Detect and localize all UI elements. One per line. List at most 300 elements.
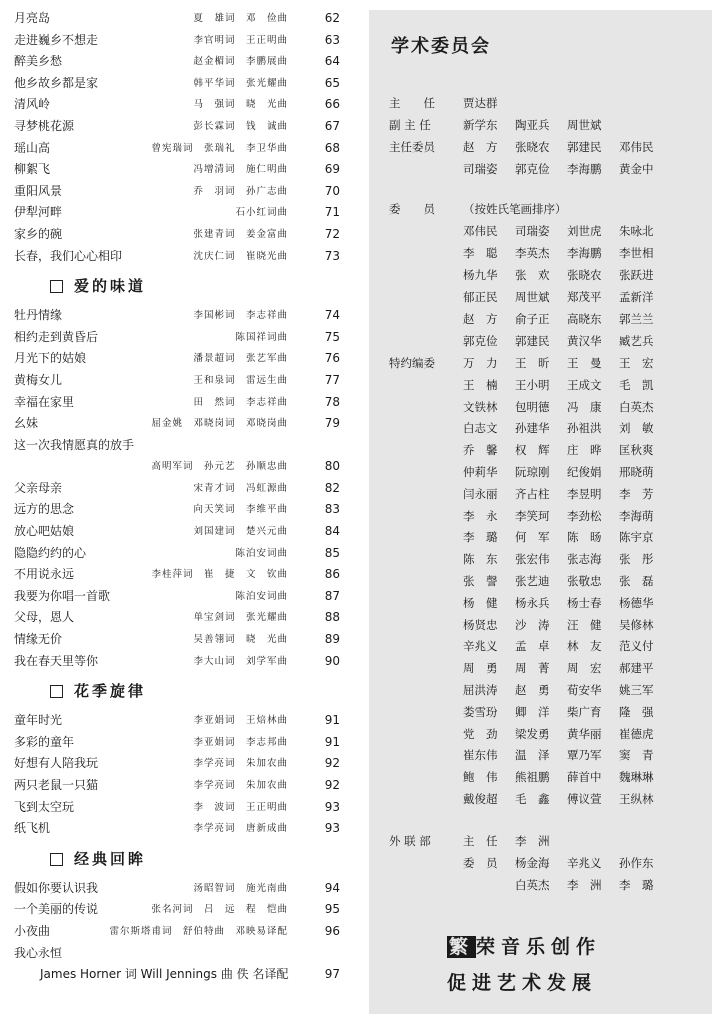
role-label: 主 任 [389, 96, 435, 110]
toc-entry [10, 521, 340, 543]
member-name: 孙祖洪 [567, 421, 602, 436]
member-name: 张晓农 [515, 140, 550, 154]
member-row [369, 852, 712, 874]
member-name: 郭克俭 [463, 334, 498, 348]
entry-credits: 张名河词 吕 远 程 恺曲 [151, 904, 288, 916]
entry-title: 清风岭 [14, 97, 51, 112]
entry-page: 76 [324, 351, 340, 366]
entry-credits: 刘国建词 楚兴元曲 [193, 526, 288, 538]
member-name: 李海萌 [619, 508, 654, 523]
member-row [369, 526, 712, 548]
entry-credits: 李学亮词 朱加农曲 [193, 758, 288, 770]
entry-title: 父母，恩人 [14, 610, 75, 625]
toc-entry [10, 94, 340, 116]
member-name: 俞子正 [515, 312, 550, 326]
member-name: 李 聪 [463, 246, 498, 260]
member-row [369, 505, 712, 527]
member-name: 纪俊娟 [567, 465, 602, 479]
entry-title: 幺妹 [14, 416, 39, 431]
slogan-line-2: 促进艺术发展 [447, 972, 598, 994]
member-name: 李海鹏 [567, 246, 602, 260]
section-heading [10, 840, 340, 878]
entry-credits: 夏 雄词 邓 俭曲 [193, 13, 288, 24]
member-name: 辛兆义 [463, 639, 498, 654]
member-name: 杨 健 [463, 595, 498, 610]
member-name: 汪 健 [567, 617, 602, 632]
member-name: 阮琼刚 [515, 465, 550, 479]
member-name: 孟新洋 [619, 290, 654, 304]
toc-entry [10, 964, 340, 986]
member-name: 李 璐 [619, 877, 654, 892]
member-name: 周 勇 [463, 661, 498, 676]
member-name: 邓伟民 [619, 140, 654, 154]
member-name: 林 友 [567, 639, 602, 654]
entry-page: 72 [324, 226, 340, 241]
member-name: 乔 馨 [463, 443, 498, 458]
member-row [369, 286, 712, 308]
toc-entry [10, 138, 340, 160]
toc-entry [10, 51, 340, 73]
entry-credits: 陈国祥词曲 [235, 331, 288, 343]
member-name: 张晓农 [567, 268, 602, 282]
toc-entry [10, 246, 340, 268]
member-name: 郑茂平 [567, 290, 602, 304]
table-of-contents [10, 8, 340, 986]
entry-title: 放心吧姑娘 [14, 524, 75, 539]
entry-credits: 李亚娟词 王焙林曲 [193, 715, 288, 727]
member-name: 冯 康 [567, 399, 602, 414]
member-name: 张志海 [567, 552, 602, 567]
member-name: 新学东 [463, 118, 498, 132]
toc-entry [10, 607, 340, 629]
entry-title: 隐隐约约的心 [14, 545, 87, 560]
member-row [369, 766, 712, 788]
member-name: 吴修林 [619, 617, 654, 632]
section-title: 爱的味道 [74, 277, 147, 296]
entry-title: 牡丹情缘 [14, 308, 63, 323]
member-name: 孟 卓 [515, 639, 550, 654]
member-name: 何 军 [515, 530, 550, 545]
toc-entry [10, 775, 340, 797]
member-name: 赵 方 [463, 312, 498, 326]
member-name: 李海鹏 [567, 162, 602, 176]
entry-page: 85 [324, 545, 340, 560]
entry-credits: 向天笑词 李维平曲 [193, 504, 288, 516]
member-name: 党 劲 [463, 726, 498, 741]
entry-credits: James Horner 词 Will Jennings 曲 佚 名译配 [40, 967, 289, 982]
entry-page: 69 [324, 162, 340, 177]
member-row [369, 396, 712, 418]
member-name: 梁发勇 [515, 726, 550, 741]
entry-page: 66 [324, 97, 340, 112]
member-name: 薛首中 [567, 770, 602, 785]
member-name: 荀安华 [567, 683, 602, 697]
section-title: 经典回眸 [74, 849, 147, 868]
member-name: 李 芳 [619, 486, 654, 501]
member-row [369, 136, 712, 158]
role-label: 委 员 [389, 202, 435, 216]
member-name: 杨金海 [515, 855, 550, 870]
member-name: 魏琳琳 [619, 770, 654, 785]
member-name: 隆 强 [619, 704, 654, 719]
toc-entry [10, 651, 340, 673]
entry-credits: 乔 羽词 孙广志曲 [193, 185, 288, 197]
entry-credits: 王和泉词 雷远生曲 [193, 374, 288, 386]
entry-page: 78 [324, 394, 340, 409]
member-row [369, 723, 712, 745]
member-name: 陈宇京 [619, 530, 654, 545]
member-name: 司瑞姿 [463, 162, 498, 176]
toc-entry [10, 797, 340, 819]
toc-entry [10, 224, 340, 246]
slogan-line-1: 繁 荣音乐创作 [449, 936, 602, 958]
entry-title: 两只老鼠一只猫 [14, 778, 99, 792]
member-name: 王 昕 [515, 356, 550, 370]
checkbox-square-icon [50, 685, 63, 698]
member-name: 张 彤 [619, 552, 654, 567]
entry-page: 80 [324, 459, 340, 474]
entry-page: 79 [324, 416, 340, 431]
member-name: 张敬忠 [567, 574, 602, 588]
entry-title: 重阳风景 [14, 183, 63, 198]
entry-page: 93 [324, 821, 340, 836]
entry-title: 情缘无价 [14, 632, 63, 647]
entry-credits: 彭长霖词 钱 诚曲 [193, 120, 288, 132]
entry-title: 这一次我情愿真的放手 [14, 437, 135, 452]
member-name: 张跃进 [619, 268, 654, 282]
entry-page: 62 [324, 11, 340, 25]
entry-title: 家乡的碗 [14, 226, 63, 241]
toc-entry [10, 878, 340, 900]
role-label: 特约编委 [389, 356, 435, 370]
entry-title: 黄梅女儿 [14, 372, 63, 387]
entry-title: 我心永恒 [14, 945, 63, 960]
entry-title: 走进巍乡不想走 [14, 32, 99, 47]
entry-page: 90 [324, 653, 340, 668]
entry-credits: 屈金姚 邓晓岗词 邓晓岗曲 [151, 418, 288, 430]
entry-credits: 李 波词 王正明曲 [193, 801, 288, 813]
member-row [369, 330, 712, 352]
member-row [369, 614, 712, 636]
member-name: 王纵林 [619, 792, 654, 806]
member-name: 戴俊超 [463, 792, 498, 806]
entry-page: 96 [324, 923, 340, 938]
entry-page: 97 [324, 967, 340, 982]
member-name: 傅议萱 [567, 792, 602, 806]
member-name: 周 菁 [515, 661, 550, 676]
checkbox-square-icon [50, 280, 63, 293]
member-name: 王 宏 [619, 356, 654, 370]
member-name: 文铁林 [463, 399, 498, 414]
toc-entry [10, 327, 340, 349]
toc-entry [10, 30, 340, 52]
entry-credits: 吴善翎词 晓 光曲 [193, 634, 288, 646]
entry-title: 飞到太空玩 [14, 799, 75, 814]
member-name: 张 欢 [515, 268, 550, 282]
entry-title: 童年时光 [14, 713, 63, 728]
member-name: 李劲松 [567, 508, 602, 523]
member-name: 娄雪玢 [463, 704, 498, 719]
member-name: 李昱明 [567, 486, 602, 501]
member-name: 贾达群 [463, 96, 498, 110]
entry-page: 63 [324, 32, 340, 47]
member-name: 柴广育 [567, 704, 602, 719]
toc-entry [10, 181, 340, 203]
member-row [369, 483, 712, 505]
toc-entry [10, 73, 340, 95]
member-name: 李笑珂 [515, 508, 550, 523]
member-name: 张 磊 [619, 574, 654, 588]
entry-title: 不用说永远 [14, 567, 75, 582]
member-row [369, 788, 712, 810]
entry-credits: 赵金楣词 李鹏展曲 [193, 56, 288, 68]
member-name: 陶亚兵 [515, 118, 550, 132]
toc-entry [10, 899, 340, 921]
member-name: 陈 旸 [567, 530, 602, 545]
entry-page: 73 [324, 248, 340, 263]
member-name: 杨德华 [619, 595, 654, 610]
member-row [369, 701, 712, 723]
member-name: 杨九华 [463, 268, 498, 282]
entry-title: 柳絮飞 [14, 162, 51, 177]
entry-title: 他乡故乡都是家 [14, 75, 99, 90]
member-name: 沙 涛 [515, 617, 550, 632]
member-row [369, 548, 712, 570]
entry-page: 84 [324, 524, 340, 539]
toc-entry [10, 456, 340, 478]
member-name: 庄 晔 [567, 443, 602, 458]
member-name: 李 永 [463, 508, 498, 523]
toc-entry [10, 435, 340, 457]
entry-page: 91 [324, 713, 340, 728]
toc-entry [10, 116, 340, 138]
entry-page: 95 [324, 902, 340, 917]
entry-page: 67 [324, 118, 340, 133]
entry-credits: 李国彬词 李志祥曲 [193, 310, 288, 322]
entry-credits: 石小红词曲 [235, 207, 288, 219]
member-row [369, 744, 712, 766]
member-name: 白志文 [463, 421, 498, 436]
entry-credits: 沈庆仁词 崔晓光曲 [193, 250, 288, 262]
entry-page: 70 [324, 183, 340, 198]
toc-entry [10, 8, 340, 30]
member-name: 仲莉华 [463, 465, 498, 479]
entry-page: 89 [324, 632, 340, 647]
toc-entry [10, 392, 340, 414]
toc-entry [10, 943, 340, 965]
toc-entry [10, 413, 340, 435]
member-row [369, 461, 712, 483]
entry-credits: 李大山词 刘学军曲 [193, 655, 288, 667]
member-row [369, 417, 712, 439]
member-name: 杨永兵 [515, 595, 550, 610]
member-name: 周 宏 [567, 661, 602, 676]
entry-title: 一个美丽的传说 [14, 902, 99, 917]
member-name: 李 璐 [463, 530, 498, 545]
entry-title: 长春，我们心心相印 [14, 248, 123, 263]
member-name: 毛 凯 [619, 377, 654, 392]
member-name: 匡秋爽 [619, 443, 654, 458]
entry-page: 92 [324, 778, 340, 792]
entry-credits: 韩平华词 张光耀曲 [193, 77, 288, 89]
member-name: 李世相 [619, 246, 654, 260]
entry-page: 92 [324, 756, 340, 771]
toc-entry [10, 710, 340, 732]
section-heading [10, 672, 340, 710]
entry-page: 88 [324, 610, 340, 625]
entry-credits: 李桂萍词 崔 捷 文 钦曲 [151, 569, 288, 581]
entry-title: 月光下的姑娘 [14, 351, 87, 366]
member-name: 王成文 [567, 377, 602, 392]
toc-entry [10, 543, 340, 565]
entry-page: 87 [324, 588, 340, 603]
member-name: 孙建华 [515, 421, 550, 436]
member-name: 郭建民 [515, 334, 550, 348]
toc-entry [10, 629, 340, 651]
toc-entry [10, 818, 340, 840]
member-name: 杨贤忠 [463, 617, 498, 632]
entry-title: 纸飞机 [14, 821, 51, 836]
section-title: 花季旋律 [74, 682, 147, 701]
member-name: 邓伟民 [463, 224, 498, 238]
member-name: 姚三军 [619, 683, 654, 697]
member-name: 郭兰兰 [619, 312, 654, 326]
member-name: 黄汉华 [567, 334, 602, 348]
member-name: 毛 鑫 [515, 792, 550, 806]
member-row [369, 264, 712, 286]
member-row [369, 114, 712, 136]
member-name: 白英杰 [515, 877, 550, 892]
member-row [369, 220, 712, 242]
entry-credits: 马 强词 晓 光曲 [193, 99, 288, 111]
member-name: 赵 方 [463, 140, 498, 154]
entry-page: 75 [324, 329, 340, 344]
member-row [369, 198, 712, 220]
member-name: 张 謦 [463, 574, 498, 588]
member-row [369, 158, 712, 180]
entry-title: 多彩的童年 [14, 734, 75, 749]
toc-entry [10, 732, 340, 754]
member-name: 温 泽 [515, 748, 550, 763]
member-name: 万 力 [463, 356, 498, 370]
entry-title: 瑶山高 [14, 140, 51, 155]
member-name: 郝建平 [619, 661, 654, 676]
entry-credits: 汤昭智词 施光南曲 [193, 882, 288, 894]
entry-credits: 曾宪瑞词 张瑞礼 李卫华曲 [151, 142, 288, 154]
member-row [369, 352, 712, 374]
checkbox-square-icon [50, 853, 63, 866]
member-row [369, 308, 712, 330]
member-name: 杨士春 [567, 595, 602, 610]
entry-title: 小夜曲 [14, 923, 51, 938]
entry-credits: 李学亮词 朱加农曲 [193, 780, 288, 791]
member-name: 张艺迪 [515, 574, 550, 588]
toc-entry [10, 202, 340, 224]
member-name: 权 辉 [515, 443, 550, 458]
entry-credits: 陈泊安词曲 [235, 547, 288, 559]
entry-credits: 潘景超词 张艺军曲 [193, 353, 288, 365]
member-name: 朱咏北 [619, 224, 654, 238]
entry-title: 我要为你唱一首歌 [14, 588, 111, 603]
member-row [369, 570, 712, 592]
entry-title: 父亲母亲 [14, 480, 63, 495]
entry-credits: 李官明词 王正明曲 [193, 34, 288, 46]
member-name: 刘 敏 [619, 421, 654, 436]
entry-credits: 李亚娟词 李志邦曲 [193, 736, 288, 748]
member-row [369, 679, 712, 701]
member-name: 张宏伟 [515, 552, 550, 567]
academic-committee-panel [369, 10, 712, 1014]
member-name: 黄华丽 [567, 726, 602, 741]
member-name: 黄金中 [619, 162, 654, 176]
member-name: 邢晓萌 [619, 465, 654, 479]
entry-title: 好想有人陪我玩 [14, 756, 99, 771]
member-name: 周世斌 [567, 118, 602, 132]
member-name: 王 曼 [567, 356, 602, 370]
member-row [369, 635, 712, 657]
member-name: 李英杰 [515, 246, 550, 260]
member-name: 李 洲 [567, 877, 602, 892]
member-name: 鲍 伟 [463, 770, 498, 785]
toc-entry [10, 753, 340, 775]
member-name: 郭克俭 [515, 162, 550, 176]
member-name: 郭建民 [567, 140, 602, 154]
member-name: 屈洪涛 [463, 683, 498, 697]
role-label: 委 员 [463, 855, 498, 870]
member-name: 包明德 [515, 399, 550, 414]
member-name: 高晓东 [567, 312, 602, 326]
entry-page: 82 [324, 480, 340, 495]
entry-page: 71 [324, 205, 340, 220]
entry-credits: 高明军词 孙元艺 孙顺忠曲 [151, 461, 288, 473]
entry-title: 假如你要认识我 [14, 880, 99, 895]
member-name: 白英杰 [619, 399, 654, 414]
entry-credits: 田 然词 李志祥曲 [193, 396, 288, 408]
entry-credits: 李学亮词 唐新成曲 [193, 823, 288, 835]
member-name: 孙作东 [619, 855, 654, 870]
member-name: 郁正民 [463, 290, 498, 304]
ordering-note: （按姓氏笔画排序） [463, 202, 567, 216]
member-row [369, 242, 712, 264]
entry-title: 寻梦桃花源 [14, 118, 75, 133]
role-label: 主任委员 [389, 140, 435, 154]
entry-credits: 单宝剑词 张光耀曲 [193, 612, 288, 624]
member-name: 覃乃军 [567, 748, 602, 763]
entry-page: 94 [324, 880, 340, 895]
role-label: 主 任 [463, 833, 498, 848]
member-row [369, 592, 712, 614]
member-name: 刘世虎 [567, 224, 602, 238]
entry-title: 醉美乡愁 [14, 54, 63, 69]
member-name: 陈 东 [463, 552, 498, 567]
member-name: 臧艺兵 [619, 334, 654, 348]
member-name: 李 洲 [515, 833, 550, 848]
member-row [369, 830, 712, 852]
member-name: 齐占柱 [515, 486, 550, 501]
toc-entry [10, 586, 340, 608]
entry-title: 远方的思念 [14, 502, 75, 517]
entry-title: 伊犁河畔 [14, 205, 63, 220]
member-name: 范义付 [619, 639, 654, 654]
entry-title: 幸福在家里 [14, 394, 75, 409]
role-label: 外 联 部 [389, 833, 431, 848]
section-heading [10, 267, 340, 305]
committee-title: 学术委员会 [391, 36, 491, 57]
member-name: 周世斌 [515, 290, 550, 304]
entry-page: 93 [324, 799, 340, 814]
entry-credits: 雷尔斯塔甫词 舒伯特曲 邓映易译配 [109, 925, 288, 937]
member-row [369, 439, 712, 461]
